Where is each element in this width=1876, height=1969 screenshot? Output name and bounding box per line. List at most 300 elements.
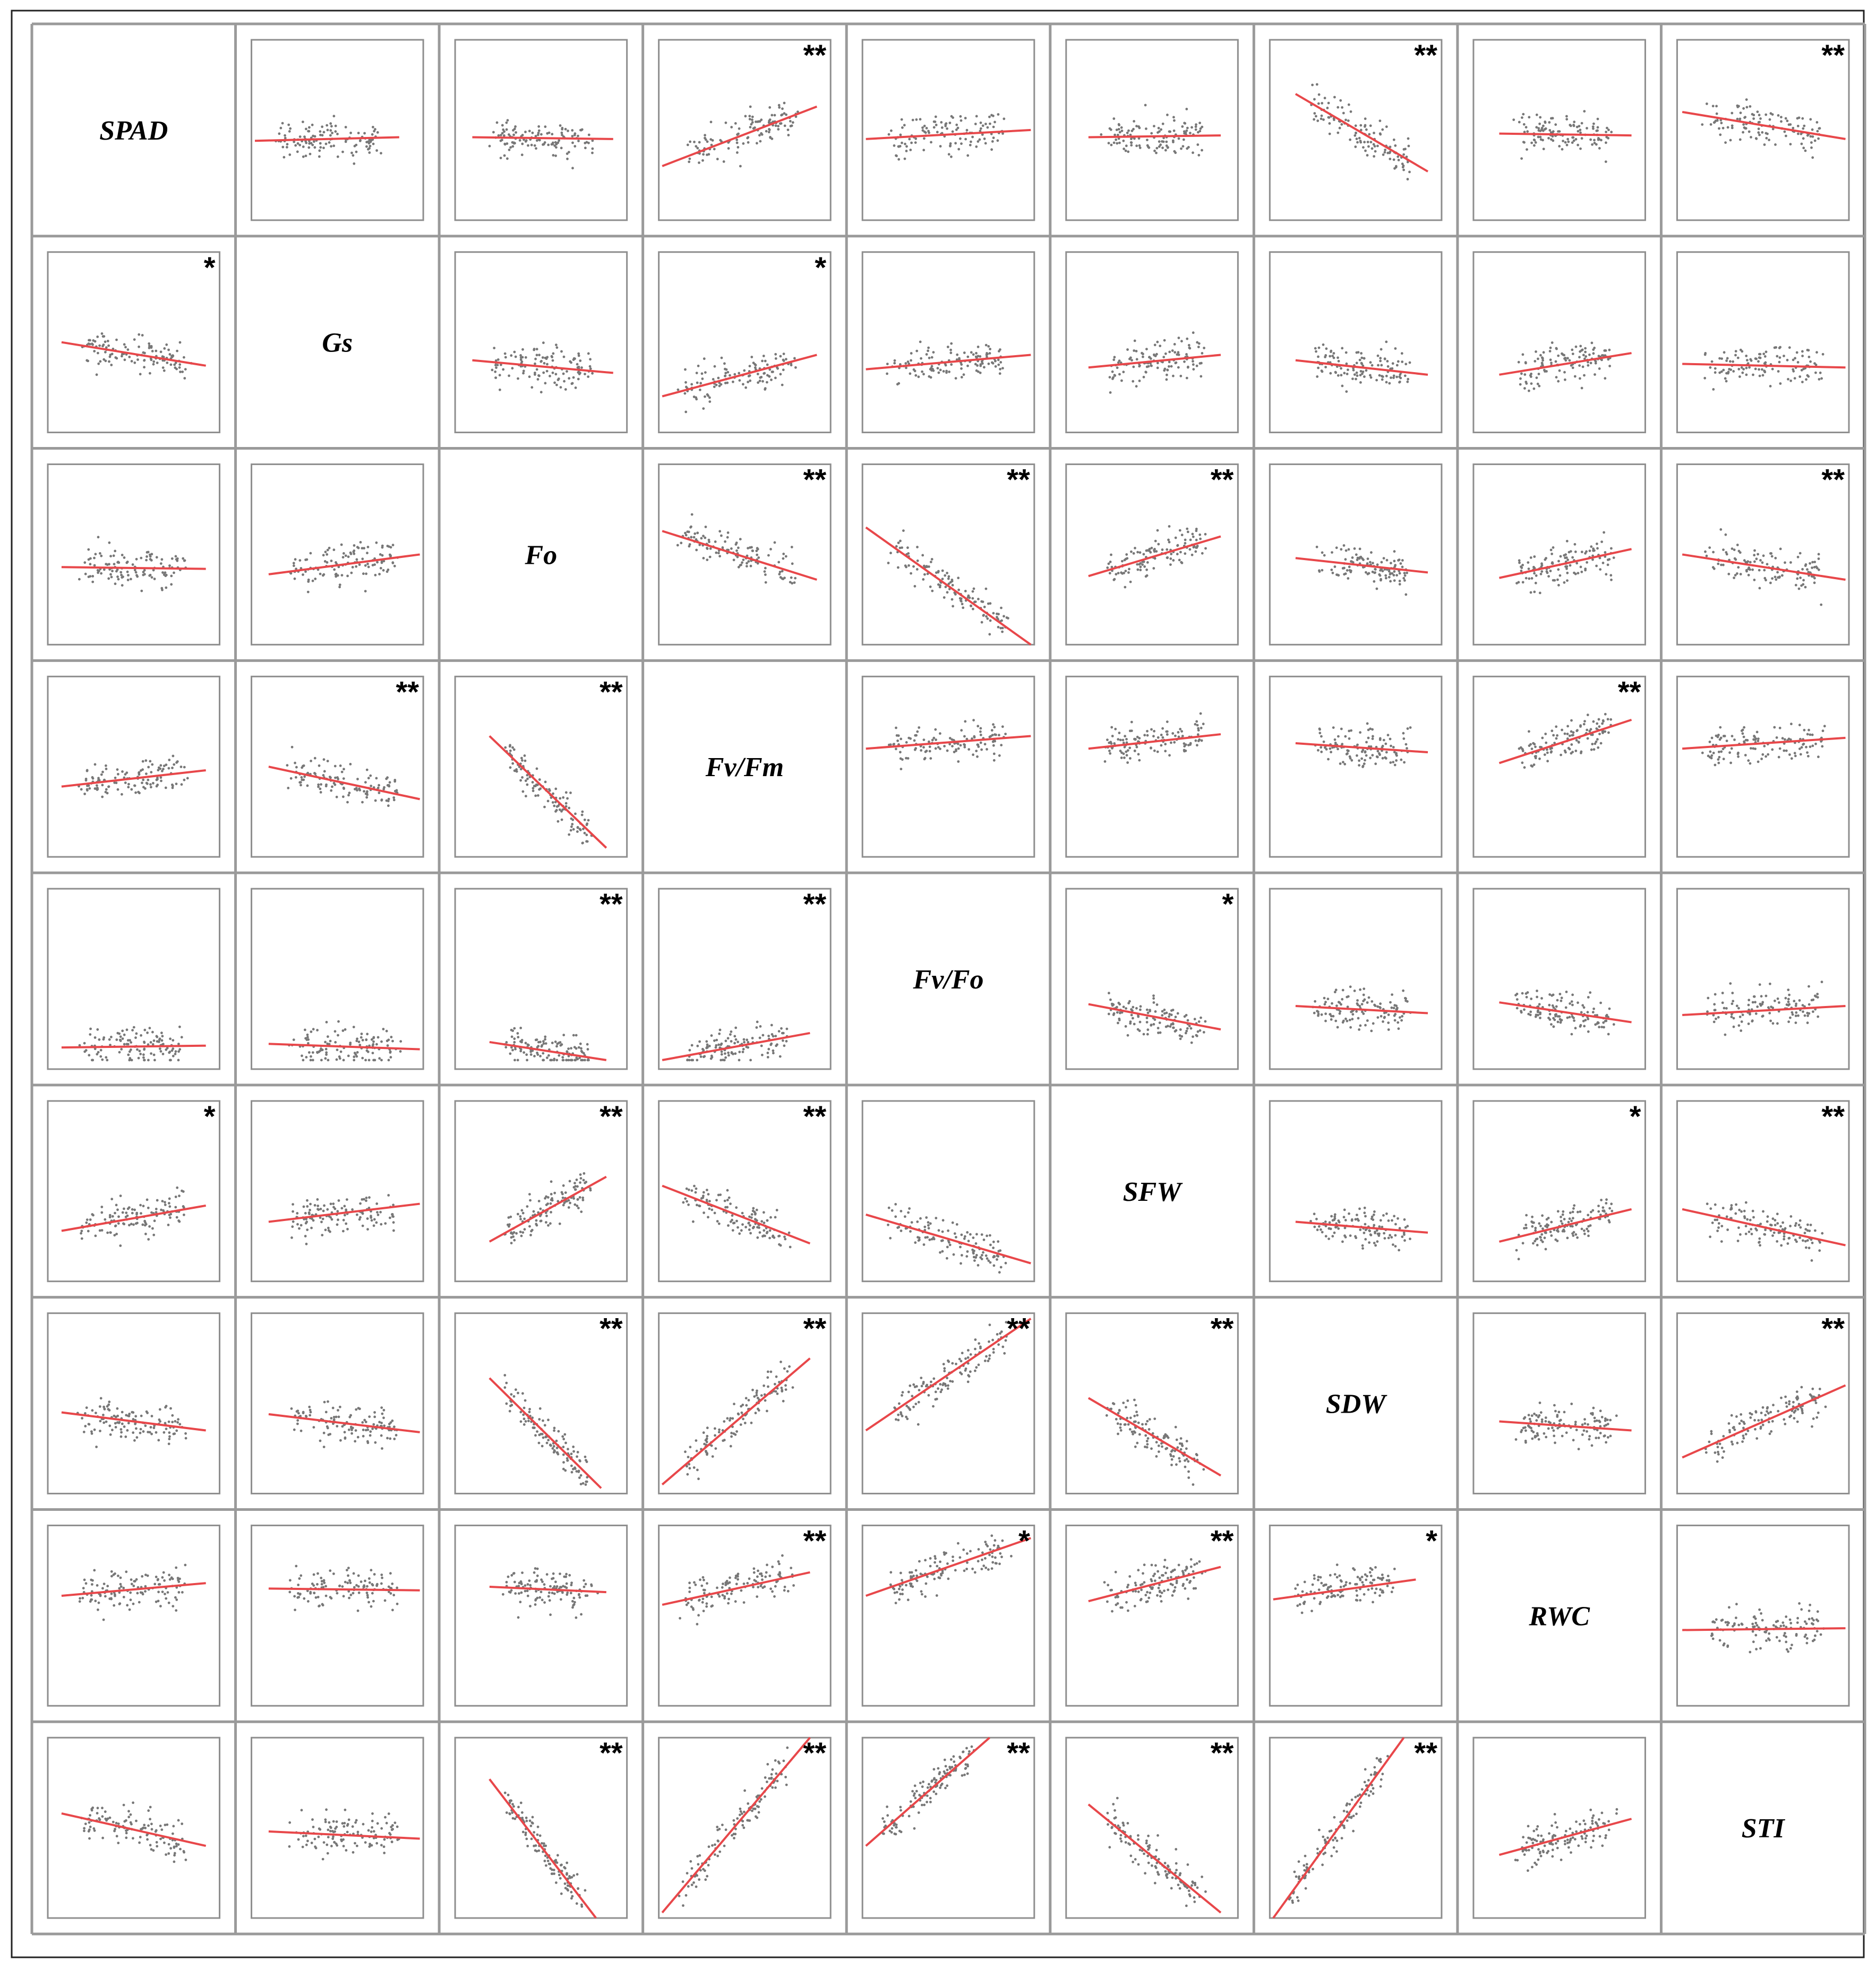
data-point [1395,1008,1398,1011]
data-point [914,137,917,140]
data-point [1332,726,1335,729]
data-point [156,778,159,781]
data-point [1330,751,1332,753]
data-point [183,377,186,380]
data-point [132,563,134,566]
data-point [568,833,570,836]
data-point [1382,153,1385,156]
data-point [585,833,588,836]
data-point [1530,591,1532,594]
data-point [993,733,996,736]
data-point [538,130,541,132]
data-point [984,743,987,745]
data-point [350,553,353,555]
data-point [299,559,302,562]
data-point [1798,747,1801,750]
data-point [1381,375,1383,377]
data-point [1793,1000,1795,1002]
data-point [390,546,392,549]
data-point [356,1037,358,1040]
data-point [1571,734,1574,737]
data-point [1164,750,1167,752]
data-point [506,122,508,124]
data-point [358,787,361,790]
data-point [1315,350,1317,353]
data-point [554,788,557,790]
data-point [1321,102,1323,105]
data-point [1340,123,1343,126]
data-point [786,1028,789,1030]
data-point [1706,102,1708,105]
data-point [1346,1020,1349,1022]
data-point [1571,1016,1574,1018]
data-point [1115,139,1117,141]
data-point [1346,373,1349,375]
data-point [1314,1000,1316,1003]
data-point [929,750,931,753]
data-point [571,1059,573,1062]
data-point [765,581,767,584]
data-point [936,131,939,133]
data-point [535,147,537,150]
data-point [1712,551,1715,554]
data-point [294,558,297,561]
data-point [1170,1009,1173,1012]
data-point [1570,550,1572,553]
data-point [1152,994,1155,997]
data-point [1161,727,1164,730]
data-point [1555,737,1558,740]
plot-frame [1066,252,1238,433]
data-point [1136,569,1139,571]
data-point [1535,350,1537,353]
data-point [724,382,727,384]
data-point [1757,360,1760,363]
data-point [329,776,331,778]
data-point [1403,579,1406,582]
data-point [733,1035,736,1038]
data-point [1752,747,1754,750]
data-point [1599,1002,1602,1004]
data-point [1153,730,1155,733]
data-point [567,130,569,132]
data-point [521,153,524,156]
data-point [705,526,707,528]
data-point [1189,548,1192,551]
data-point [742,558,745,561]
data-point [281,146,284,149]
data-point [528,130,531,132]
data-point [701,159,704,162]
data-point [144,759,147,762]
data-point [329,122,332,125]
data-point [785,555,787,558]
data-point [1552,562,1554,565]
data-point [901,142,903,144]
data-point [1794,755,1797,758]
data-point [380,1041,383,1043]
data-point [946,750,949,752]
data-point [932,351,935,354]
data-point [887,562,890,564]
data-point [1726,553,1728,556]
data-point [1000,607,1003,609]
data-point [302,121,304,123]
scatter-cell-r3-c5 [1066,676,1238,857]
data-point [1811,745,1814,747]
data-point [183,766,186,769]
data-point [1179,1028,1182,1031]
data-point [539,787,542,790]
data-point [907,564,910,567]
data-point [1322,118,1325,121]
data-point [1606,127,1608,130]
data-point [1409,362,1411,364]
data-point [1152,735,1155,737]
data-point [1381,128,1384,131]
data-point [1376,145,1379,148]
data-point [121,576,123,579]
data-point [392,544,395,546]
data-point [345,126,347,128]
data-point [997,613,1000,615]
data-point [1785,117,1787,120]
data-point [1323,554,1326,557]
data-point [781,107,784,110]
data-point [1578,741,1580,744]
data-point [1356,754,1358,757]
data-point [704,137,706,140]
data-point [697,365,700,367]
data-point [579,359,581,362]
data-point [389,781,391,784]
data-point [1120,126,1123,129]
data-point [785,358,787,360]
data-point [317,786,320,788]
data-point [157,769,160,771]
data-point [926,353,928,356]
data-point [390,1056,392,1059]
data-point [677,389,680,391]
data-point [904,564,907,567]
data-point [1528,390,1530,392]
data-point [399,1050,402,1053]
data-point [1330,350,1332,353]
data-point [1788,994,1791,996]
data-point [899,751,902,753]
data-point [108,563,110,565]
data-point [1186,1027,1189,1030]
data-point [554,141,557,144]
data-point [691,1044,693,1047]
data-point [1395,1004,1398,1007]
data-point [142,760,144,763]
data-point [183,779,186,781]
data-point [335,573,337,576]
data-point [1313,118,1315,121]
data-point [565,1059,568,1062]
data-point [1583,1006,1586,1009]
data-point [1555,376,1558,379]
data-point [1137,1016,1140,1018]
data-point [1118,1019,1121,1021]
data-point [1734,354,1737,357]
data-point [1731,747,1733,750]
data-point [931,368,934,371]
data-point [1540,138,1543,141]
data-point [1539,1017,1541,1019]
data-point [912,119,914,122]
data-point [1718,756,1721,759]
data-point [778,106,781,109]
data-point [724,1052,726,1055]
data-point [1758,121,1761,124]
data-point [1607,732,1610,734]
data-point [1174,735,1177,737]
data-point [1171,349,1174,352]
data-point [1339,127,1341,130]
data-point [1135,385,1138,388]
data-point [172,1055,175,1057]
data-point [730,547,733,550]
data-point [566,152,569,155]
data-point [1398,1027,1400,1030]
data-point [1378,374,1381,377]
data-point [1552,734,1555,737]
data-point [342,556,345,558]
data-point [1389,580,1392,583]
data-point [1583,374,1586,377]
data-point [1388,382,1391,385]
data-point [1403,572,1406,574]
data-point [1192,1035,1194,1038]
data-point [1533,743,1536,745]
data-point [1813,581,1816,584]
data-point [937,571,939,574]
data-point [751,549,754,552]
data-point [362,572,365,575]
scatter-cell-r2-c0 [48,465,220,645]
data-point [1519,383,1522,386]
data-point [1106,738,1109,741]
data-point [1192,368,1195,371]
data-point [328,547,331,549]
data-point [551,356,553,358]
data-point [1571,556,1574,559]
data-point [1720,750,1723,753]
data-point [1173,351,1176,354]
data-point [1138,144,1141,147]
data-point [1006,616,1008,619]
data-point [364,590,367,592]
data-point [284,134,286,137]
data-point [1394,565,1397,568]
data-point [323,131,325,134]
data-point [1377,364,1380,367]
data-point [380,799,383,802]
data-point [1129,729,1132,732]
data-point [970,141,972,143]
data-point [89,563,92,565]
data-point [1739,139,1742,141]
data-point [80,788,83,791]
data-point [556,805,559,808]
data-point [571,142,574,144]
data-point [141,768,144,771]
data-point [88,1054,90,1056]
data-point [1138,380,1141,382]
data-point [1764,114,1767,116]
data-point [1742,1013,1744,1016]
data-point [759,1037,761,1039]
data-point [312,1028,315,1030]
data-point [517,1059,519,1062]
data-point [1587,1011,1589,1013]
data-point [767,1048,770,1051]
data-point [1602,562,1605,564]
data-point [385,778,388,780]
data-point [706,140,709,143]
data-point [1166,374,1168,376]
data-point [1393,139,1395,141]
data-point [355,565,357,568]
scatter-cell-r3-c0 [48,676,220,857]
data-point [148,574,151,577]
data-point [684,411,687,414]
data-point [1591,143,1594,146]
data-point [1166,368,1169,371]
data-point [1717,758,1720,761]
data-point [142,1053,145,1056]
data-point [1564,556,1566,559]
data-point [954,142,957,144]
data-point [1605,141,1607,144]
data-point [1320,735,1323,738]
data-point [1000,744,1003,746]
data-point [168,759,170,761]
data-point [1797,133,1800,135]
data-point [1324,746,1326,749]
data-point [739,538,742,540]
data-point [1164,743,1167,745]
data-point [1184,539,1187,541]
data-point [342,1059,345,1062]
data-point [922,746,925,749]
data-point [1710,754,1713,757]
data-point [1114,728,1117,730]
data-point [989,602,992,605]
data-point [581,1059,584,1062]
data-point [916,730,919,733]
data-point [1196,744,1198,746]
data-point [782,1039,784,1042]
data-point [363,790,365,793]
data-point [1337,356,1339,359]
data-point [1733,577,1735,579]
data-point [1774,557,1777,560]
data-point [1731,1016,1733,1018]
data-point [980,127,982,130]
data-point [1135,125,1138,127]
data-point [713,148,716,150]
data-point [1533,763,1536,766]
data-point [96,788,99,790]
data-point [93,350,96,352]
data-point [1566,733,1569,735]
data-point [709,556,712,558]
data-point [1132,128,1135,131]
data-point [909,737,912,740]
data-point [114,550,116,553]
data-point [179,371,182,373]
data-point [1748,131,1751,133]
data-point [530,144,533,147]
data-point [910,352,913,355]
data-point [689,1049,691,1052]
data-point [1154,343,1157,346]
data-point [183,356,185,359]
data-point [314,757,316,760]
data-point [301,1054,303,1057]
data-point [1003,615,1005,617]
data-point [1190,1042,1193,1044]
data-point [785,1040,788,1043]
data-point [1556,999,1559,1002]
data-point [324,551,327,553]
data-point [1528,578,1530,580]
data-point [1808,985,1810,988]
data-point [1349,1019,1351,1021]
data-point [386,1030,388,1033]
data-point [957,760,960,763]
data-point [1540,573,1543,575]
data-point [715,1046,717,1049]
data-point [553,805,555,807]
data-point [525,1053,528,1056]
data-point [1354,990,1356,992]
data-point [964,138,967,141]
data-point [115,357,118,360]
data-point [1549,347,1552,349]
data-point [1584,568,1587,570]
data-point [1133,349,1135,352]
data-point [1348,104,1350,106]
data-point [738,1051,741,1053]
data-point [150,1041,152,1044]
scatter-cell-r4-c8 [1677,889,1849,1069]
data-point [367,546,370,548]
data-point [1764,755,1767,758]
data-point [751,118,753,121]
data-point [1200,712,1202,715]
data-point [1770,552,1772,555]
data-point [921,554,924,557]
data-point [1337,748,1339,751]
data-point [101,771,104,773]
data-point [283,156,286,159]
data-point [525,1042,527,1044]
data-point [1372,1022,1375,1025]
plot-frame [1474,252,1646,433]
data-point [287,124,290,126]
data-point [1742,729,1744,732]
data-point [1349,985,1352,988]
data-point [1573,121,1575,123]
data-point [1564,733,1566,735]
data-point [776,1043,778,1046]
data-point [1378,573,1381,576]
data-point [543,362,546,365]
